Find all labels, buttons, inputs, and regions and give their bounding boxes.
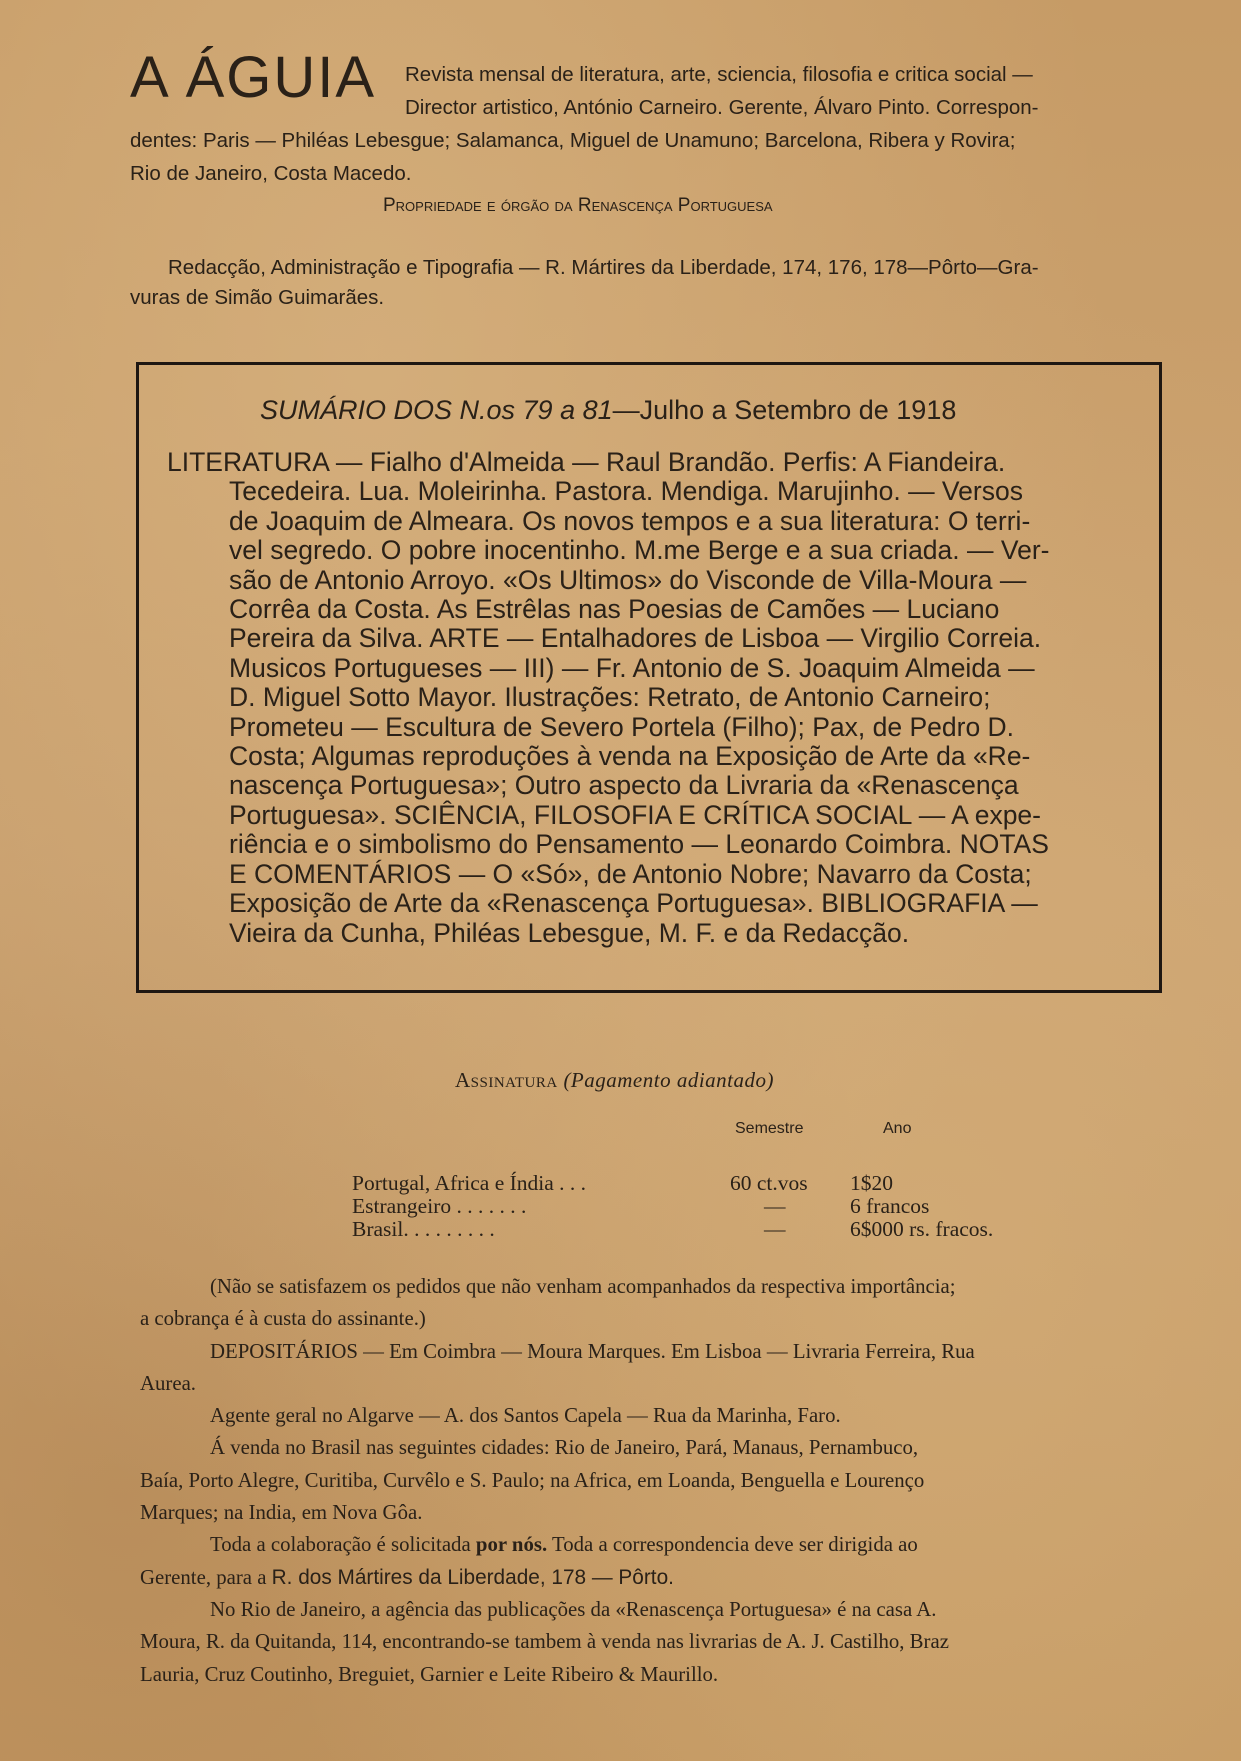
note-line: Toda a colaboração é solicitada [210, 1533, 476, 1557]
note-line: Gerente, para a [140, 1565, 272, 1589]
note-paragraph [140, 1400, 1168, 1432]
note-paragraph [140, 1497, 1168, 1529]
note-paragraph [140, 1271, 1168, 1303]
subscription-note: (Pagamento adiantado) [563, 1068, 774, 1092]
summary-line: D. Miguel Sotto Mayor. Ilustrações: Retrato, de Antonio Carneiro; [229, 682, 991, 713]
note-paragraph [140, 1594, 1168, 1626]
note-line: Á venda no Brasil nas seguintes cidades: Rio de Janeiro, Pará, Manaus, Pernambuco, [210, 1436, 919, 1460]
ownership-note: Propriedade e órgão da Renascença Portuguesa [383, 195, 773, 216]
price-semestre: — [764, 1194, 786, 1218]
note-line: Moura, R. da Quitanda, 114, encontrando-se tambem à venda nas livrarias de A. J. Castilho, Braz [140, 1630, 949, 1654]
description-line: Revista mensal de literatura, arte, sciencia, filosofia e critica social — [405, 63, 1033, 86]
note-line: Toda a correspondencia deve ser dirigida ao [547, 1533, 918, 1557]
summary-line: Portuguesa». SCIÊNCIA, FILOSOFIA E CRÍTICA SOCIAL — A expe- [229, 799, 1041, 830]
column-header-ano: Ano [883, 1120, 912, 1137]
summary-line: Exposição de Arte da «Renascença Portuguesa». BIBLIOGRAFIA — [229, 888, 1038, 919]
summary-line: vel segredo. O pobre inocentinho. M.me Berge e a sua criada. — Ver- [229, 535, 1050, 566]
summary-line: nascença Portuguesa»; Outro aspecto da Livraria da «Renascença [229, 770, 1019, 801]
column-header-semestre: Semestre [735, 1120, 804, 1137]
address-line: Redacção, Administração e Tipografia — R. Mártires da Liberdade, 174, 176, 178—Pôrto—Gra- [168, 256, 1039, 279]
subscription-label: Assinatura [455, 1068, 558, 1092]
note-address: R. dos Mártires da Liberdade, 178 — Pôrto. [271, 1565, 674, 1589]
address-line: vuras de Simão Guimarães. [130, 286, 385, 309]
note-paragraph [140, 1562, 1168, 1594]
note-paragraph [140, 1465, 1168, 1497]
description-line: Rio de Janeiro, Costa Macedo. [130, 162, 412, 185]
note-paragraph [140, 1659, 1168, 1691]
summary-title-issues: SUMÁRIO DOS N.os 79 a 81 [260, 395, 613, 425]
subscription-heading [455, 1068, 774, 1093]
note-line: Baía, Porto Alegre, Curitiba, Curvêlo e S. Paulo; na Africa, em Loanda, Benguella e Lourenço [140, 1468, 925, 1492]
price-ano: 6$000 rs. fracos. [850, 1217, 994, 1241]
summary-line: Pereira da Silva. ARTE — Entalhadores de Lisboa — Virgilio Correia. [229, 623, 1042, 654]
summary-line: LITERATURA — Fialho d'Almeida — Raul Brandão. Perfis: A Fiandeira. [167, 447, 1006, 477]
price-semestre: — [764, 1217, 786, 1241]
note-line: Lauria, Cruz Coutinho, Breguiet, Garnier e Leite Ribeiro & Maurillo. [140, 1662, 719, 1686]
price-row-place: Estrangeiro . . . . . . . [352, 1194, 527, 1218]
note-paragraph [140, 1303, 1168, 1335]
summary-title-period: —Julho a Setembro de 1918 [612, 395, 957, 425]
magazine-title: A ÁGUIA [130, 45, 377, 110]
summary-line: Vieira da Cunha, Philéas Lebesgue, M. F. e da Redacção. [229, 917, 910, 948]
note-line: Marques; na India, em Nova Gôa. [140, 1501, 423, 1525]
note-paragraph [140, 1368, 1168, 1400]
summary-line: de Joaquim de Almeara. Os novos tempos e a sua literatura: O terri- [229, 505, 1031, 536]
summary-line: riência e o simbolismo do Pensamento — Leonardo Coimbra. NOTAS [229, 829, 1049, 860]
summary-contents [167, 448, 1127, 948]
note-line: a cobrança é à custa do assinante.) [140, 1307, 426, 1331]
price-semestre: 60 ct.vos [730, 1171, 808, 1195]
summary-line: Prometeu — Escultura de Severo Portela (Filho); Pax, de Pedro D. [229, 711, 1015, 742]
note-line: (Não se satisfazem os pedidos que não venham acompanhados da respectiva importância; [210, 1275, 956, 1298]
description-line: Director artistico, António Carneiro. Gerente, Álvaro Pinto. Correspon- [405, 96, 1039, 119]
notes-section [140, 1271, 1168, 1691]
summary-line: Costa; Algumas reproduções à venda na Exposição de Arte da «Re- [229, 741, 1031, 772]
note-line: No Rio de Janeiro, a agência das publicações da «Renascença Portuguesa» é na casa A. [210, 1597, 937, 1621]
price-ano: 1$20 [850, 1171, 893, 1195]
summary-line: E COMENTÁRIOS — O «Só», de Antonio Nobre; Navarro da Costa; [229, 858, 1032, 889]
summary-line: Musicos Portugueses — III) — Fr. Antonio de S. Joaquim Almeida — [229, 652, 1035, 683]
price-ano: 6 francos [850, 1194, 930, 1218]
magazine-description [130, 58, 1160, 190]
note-paragraph [140, 1336, 1168, 1368]
note-line: DEPOSITÁRIOS — Em Coimbra — Moura Marques. Em Lisboa — Livraria Ferreira, Rua [210, 1339, 975, 1363]
note-bold: por nós. [475, 1533, 548, 1557]
summary-line: Corrêa da Costa. As Estrêlas nas Poesias de Camões — Luciano [229, 594, 1000, 625]
note-paragraph [140, 1626, 1168, 1658]
price-row-place: Portugal, Africa e Índia . . . [352, 1171, 587, 1195]
note-line: Aurea. [140, 1371, 197, 1395]
summary-line: são de Antonio Arroyo. «Os Ultimos» do Visconde de Villa-Moura — [229, 564, 1027, 595]
summary-line: Tecedeira. Lua. Moleirinha. Pastora. Mendiga. Marujinho. — Versos [229, 476, 1023, 507]
price-row-place: Brasil. . . . . . . . . [352, 1217, 495, 1241]
note-paragraph [140, 1432, 1168, 1464]
note-paragraph [140, 1529, 1168, 1561]
description-line: dentes: Paris — Philéas Lebesgue; Salamanca, Miguel de Unamuno; Barcelona, Ribera y Rovira; [130, 129, 1016, 152]
summary-title [260, 395, 956, 426]
note-line: Agente geral no Algarve — A. dos Santos Capela — Rua da Marinha, Faro. [210, 1404, 841, 1428]
editorial-address [130, 253, 1160, 313]
